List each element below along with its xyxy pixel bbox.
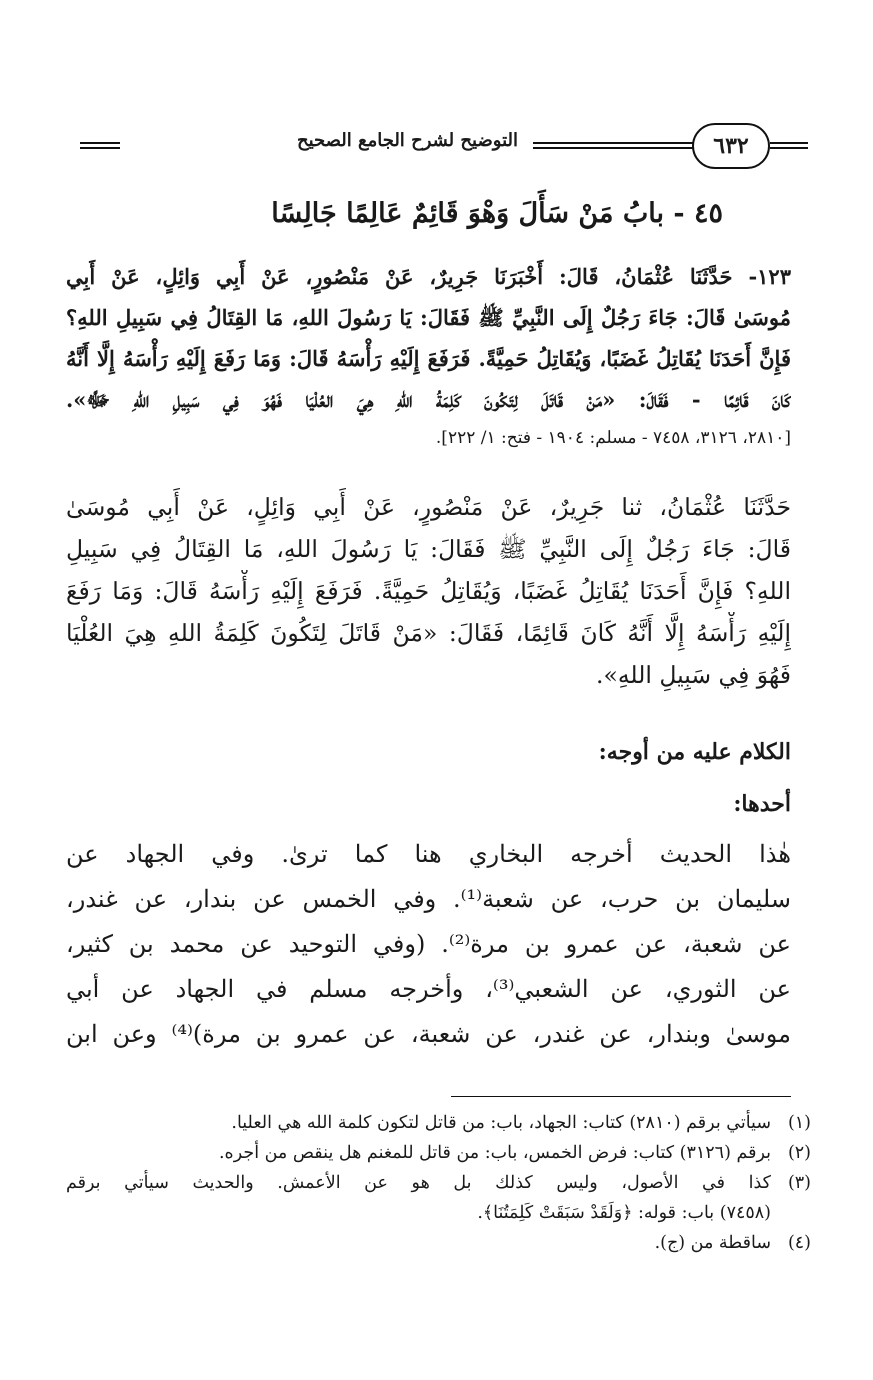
text-line: حَدَّثَنَا عُثْمَانُ، ثنا جَرِيرٌ، عَنْ مَنْصُورٍ، عَنْ أَبِي وَائِلٍ، عَنْ أَبِي مُوسَىٰ: [66, 493, 791, 521]
footnote-divider: [451, 1096, 791, 1097]
footnote: [66, 1138, 811, 1168]
hadith-text: [66, 486, 791, 696]
footnote: [66, 1168, 811, 1228]
text-line: هٰذا الحديث أخرجه البخاري هنا كما ترىٰ. وفي الجهاد عن: [66, 840, 791, 868]
hadith-isnad: [66, 256, 791, 420]
chapter-title: ٤٥ - بابُ مَنْ سَأَلَ وَهْوَ قَائِمٌ عَالِمًا جَالِسًا: [271, 198, 723, 229]
footnote-number: (١): [787, 1113, 811, 1133]
text-line: عن شعبة، عن عمرو بن مرة⁽²⁾. (وفي التوحيد عن محمد بن كثير،: [66, 930, 791, 958]
footnote-text: كذا في الأصول، وليس كذلك بل هو عن الأعمش. والحديث سيأتي برقم: [66, 1173, 771, 1193]
text-line: اللهِ؟ فَإِنَّ أَحَدَنَا يُقَاتِلُ غَضَبًا، وَيُقَاتِلُ حَمِيَّةً. فَرَفَعَ إِلَيْهِ رَأْسَهُ قَالَ: وَمَا رَفَعَ: [66, 577, 791, 605]
text-line: ١٢٣- حَدَّثَنَا عُثْمَانُ، قَالَ: أَخْبَرَنَا جَرِيرٌ، عَنْ مَنْصُورٍ، عَنْ أَبِي وَائِلٍ، عَنْ أَبِي: [66, 264, 791, 289]
footnote: [66, 1228, 811, 1258]
header-rule-middle: [533, 142, 693, 149]
footnote-text: ساقطة من (ج).: [654, 1233, 771, 1253]
footnote-text: برقم (٣١٢٦) كتاب: فرض الخمس، باب: من قاتل للمغنم هل ينقص من أجره.: [218, 1143, 771, 1163]
cross-references: [66, 423, 791, 453]
page-header: [80, 118, 808, 174]
text-line: فَهُوَ فِي سَبِيلِ اللهِ».: [595, 661, 791, 689]
refs-line: [٢٨١٠، ٣١٢٦، ٧٤٥٨ - مسلم: ١٩٠٤ - فتح: ١/ ٢٢٢].: [435, 428, 791, 448]
text-line: مُوسَىٰ قَالَ: جَاءَ رَجُلٌ إِلَى النَّبِيِّ ﷺ فَقَالَ: يَا رَسُولَ اللهِ، مَا القِتَالُ فِي سَبِيلِ اللهِ؟: [66, 305, 791, 330]
subsection-heading: أحدها:: [733, 791, 791, 817]
text-line: إِلَيْهِ رَأْسَهُ إِلَّا أَنَّهُ كَانَ قَائِمًا، فَقَالَ: «مَنْ قَاتَلَ لِتَكُونَ كَلِمَةُ اللهِ هِيَ العُلْيَا: [66, 619, 791, 647]
footnote: [66, 1108, 811, 1138]
footnote-text: سيأتي برقم (٢٨١٠) كتاب: الجهاد، باب: من قاتل لتكون كلمة الله هي العليا.: [231, 1113, 771, 1133]
text-line: موسىٰ وبندار، عن غندر، عن شعبة، عن عمرو بن مرة)⁽⁴⁾ وعن ابن: [66, 1020, 791, 1048]
header-rule-right: [770, 142, 808, 149]
footnote-number: (٣): [787, 1173, 811, 1193]
text-line: فَإِنَّ أَحَدَنَا يُقَاتِلُ غَضَبًا، وَيُقَاتِلُ حَمِيَّةً. فَرَفَعَ إِلَيْهِ رَأْسَهُ قَالَ: وَمَا رَفَعَ إِلَيْهِ رَأْسَهُ إِلَّا أَنَّهُ: [66, 346, 791, 371]
footnote-number: (٢): [787, 1143, 811, 1163]
footnote-text: (٧٤٥٨) باب: قوله: ﴿وَلَقَدْ سَبَقَتْ كَلِمَتُنَا﴾.: [477, 1203, 771, 1223]
text-line: قَالَ: جَاءَ رَجُلٌ إِلَى النَّبِيِّ ﷺ فَقَالَ: يَا رَسُولَ اللهِ، مَا القِتَالُ فِي سَبِيلِ: [66, 535, 791, 563]
footnote-number: (٤): [787, 1233, 811, 1253]
text-line: كَانَ قَائِمًا - فَقَالَ: «مَنْ قَاتَلَ لِتَكُونَ كَلِمَةُ اللهِ هِيَ العُلْيَا فَهُوَ فِي سَبِيلِ اللهِ ﷻ».: [66, 387, 791, 412]
commentary-text: [66, 832, 791, 1057]
text-line: عن الثوري، عن الشعبي⁽³⁾، وأخرجه مسلم في الجهاد عن أبي: [66, 975, 791, 1003]
header-rule-left: [80, 142, 120, 149]
footnotes: [66, 1108, 811, 1258]
page-number: ٦٣٢: [692, 123, 770, 169]
text-line: سليمان بن حرب، عن شعبة⁽¹⁾. وفي الخمس عن بندار، عن غندر،: [66, 885, 791, 913]
section-heading: الكلام عليه من أوجه:: [598, 739, 791, 765]
running-title: التوضيح لشرح الجامع الصحيح: [296, 130, 518, 151]
